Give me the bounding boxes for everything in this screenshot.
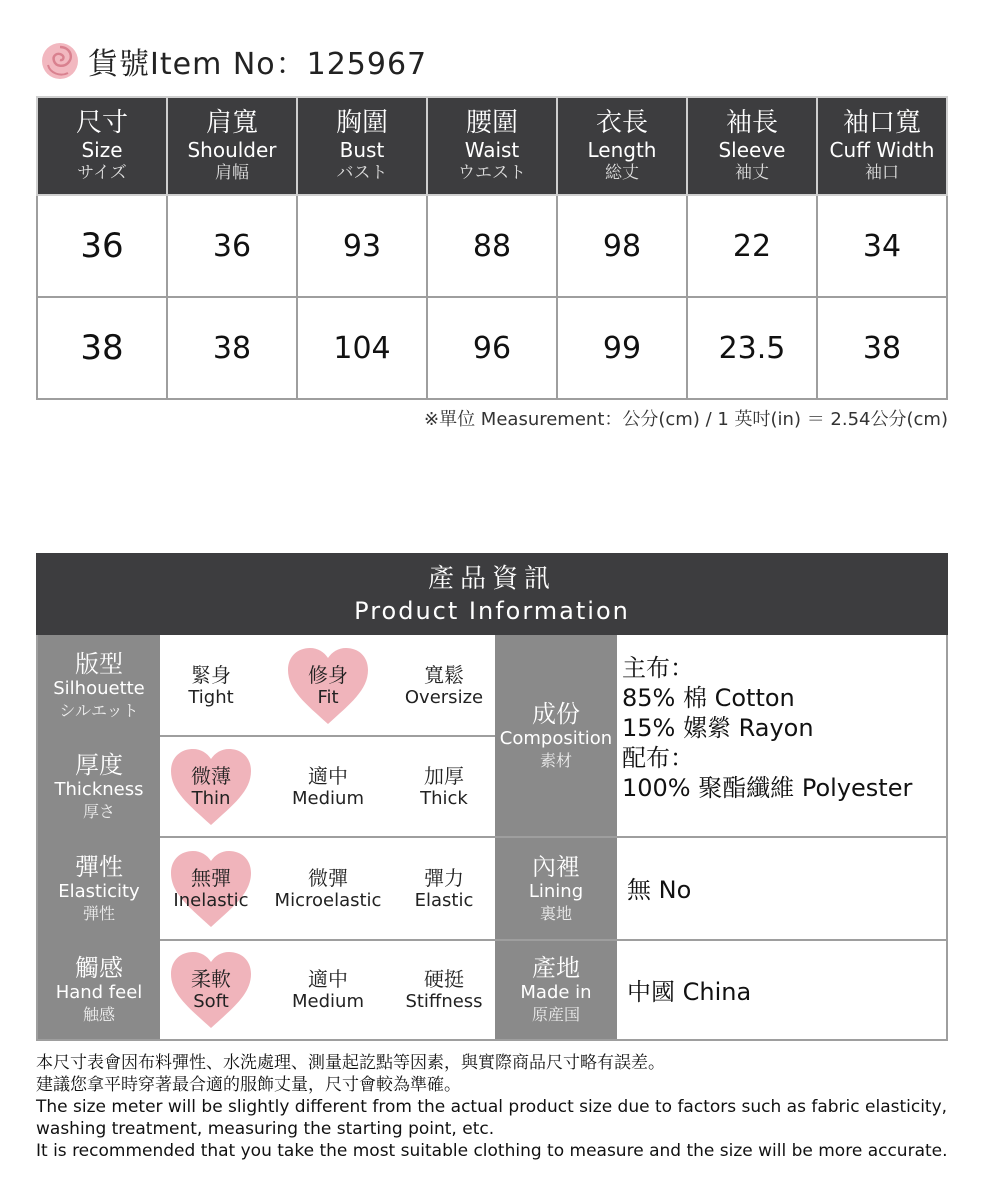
option-thick: 加厚 Thick (420, 764, 468, 809)
header-cuff-width: 袖口寬 Cuff Width 袖口 (817, 97, 947, 195)
item-number-header (40, 38, 427, 84)
note-line: 本尺寸表會因布料彈性、水洗處理、測量起訖點等因素，與實際商品尺寸略有誤差。 (36, 1053, 665, 1073)
table-cell: 99 (557, 297, 687, 399)
divider (160, 735, 495, 737)
note-line: washing treatment, measuring the starting point, etc. (36, 1119, 495, 1139)
option-microelastic: 微彈 Microelastic (274, 866, 382, 911)
table-cell: 98 (557, 195, 687, 297)
option-medium: 適中 Medium (292, 967, 364, 1012)
header-sleeve: 袖長 Sleeve 袖丈 (687, 97, 817, 195)
table-cell: 34 (817, 195, 947, 297)
option-oversize: 寬鬆 Oversize (404, 663, 484, 708)
table-row (37, 297, 947, 399)
note-line: 建議您拿平時穿著最合適的服飾丈量，尺寸會較為準確。 (36, 1075, 461, 1095)
note-line: It is recommended that you take the most suitable clothing to measure and the size will be more accurate. (36, 1141, 948, 1161)
label-made-in: 產地 Made in 原産国 (495, 940, 617, 1039)
table-cell: 38 (167, 297, 297, 399)
unit-note: ※單位 Measurement：公分(cm) / 1 英吋(in) ＝ 2.54公分(cm) (424, 409, 948, 430)
header-shoulder: 肩寬 Shoulder 肩幅 (167, 97, 297, 195)
option-tight: 緊身 Tight (188, 663, 234, 708)
table-cell: 22 (687, 195, 817, 297)
product-info-title-en: Product Information (354, 597, 630, 625)
rose-icon (40, 41, 80, 81)
size-disclaimer (36, 1052, 956, 1162)
header-bust: 胸圍 Bust バスト (297, 97, 427, 195)
label-elasticity: 彈性 Elasticity 弾性 (38, 837, 160, 940)
product-info-title-zh: 產品資訊 (427, 564, 556, 594)
table-cell: 38 (817, 297, 947, 399)
made-in-value: 中國 China (627, 978, 752, 1006)
table-cell: 36 (37, 195, 167, 297)
label-hand-feel: 觸感 Hand feel 触感 (38, 940, 160, 1039)
header-length: 衣長 Length 総丈 (557, 97, 687, 195)
composition-text: 主布： 85% 棉 Cotton 15% 嫘縈 Rayon 配布： 100% 聚酯纖維 Polyester (622, 654, 913, 802)
divider (160, 939, 948, 941)
header-size: 尺寸 Size サイズ (37, 97, 167, 195)
note-line: The size meter will be slightly different from the actual product size due to factors such as fabric elasticity, (36, 1097, 948, 1117)
item-label: 貨號 (88, 47, 150, 82)
option-medium: 適中 Medium (292, 764, 364, 809)
product-info-grid (36, 635, 948, 1041)
option-stiffness: 硬挺 Stiffness (405, 967, 483, 1012)
lining-value: 無 No (627, 876, 692, 904)
table-cell: 88 (427, 195, 557, 297)
table-cell: 23.5 (687, 297, 817, 399)
label-composition: 成份 Composition 素材 (495, 635, 617, 837)
label-silhouette: 版型 Silhouette シルエット (38, 635, 160, 736)
table-cell: 93 (297, 195, 427, 297)
label-thickness: 厚度 Thickness 厚さ (38, 736, 160, 837)
item-number: Item No：125967 (150, 47, 428, 82)
header-waist: 腰圍 Waist ウエスト (427, 97, 557, 195)
size-table (36, 96, 948, 400)
divider (160, 836, 948, 838)
option-fit-selected: 修身 Fit (273, 641, 383, 731)
option-inelastic-selected: 無彈 Inelastic (156, 844, 266, 934)
table-row (37, 195, 947, 297)
option-thin-selected: 微薄 Thin (156, 742, 266, 832)
table-cell: 36 (167, 195, 297, 297)
label-lining: 內裡 Lining 裏地 (495, 837, 617, 940)
table-cell: 104 (297, 297, 427, 399)
option-elastic: 彈力 Elastic (414, 866, 474, 911)
size-table-header-row (37, 97, 947, 195)
table-cell: 38 (37, 297, 167, 399)
product-info-header (36, 553, 948, 635)
table-cell: 96 (427, 297, 557, 399)
option-soft-selected: 柔軟 Soft (156, 945, 266, 1035)
